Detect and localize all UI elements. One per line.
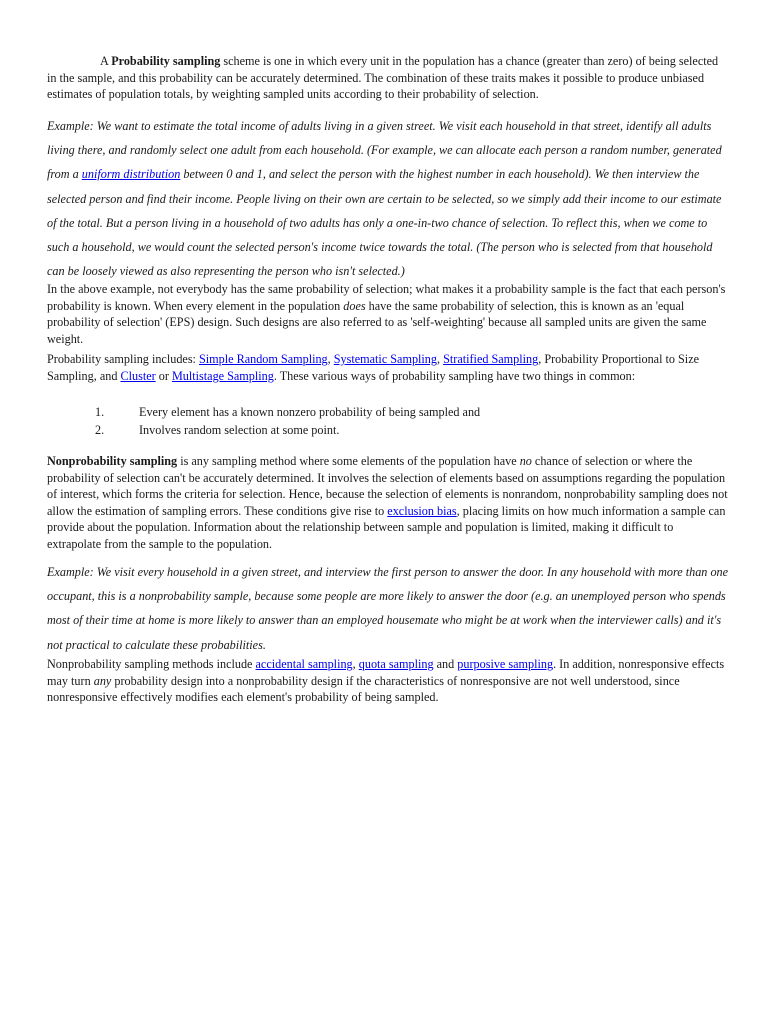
text: In the above example, not everybody has the same probability of selection; what makes it a probability sample is the fact that each person's probability is known. When every element in the population xyxy=(47,282,726,313)
text: Example: We want to estimate the total income of adults living in a given street. We visit each household in that street, identify all adults living there, and randomly select one adult from each household. (For example, we can allocate each person a random number, generated from a xyxy=(47,119,722,182)
text: or xyxy=(155,368,172,383)
term-nonprobability-sampling: Nonprobability sampling xyxy=(47,454,178,468)
text: , Probability Proportional to Size Sampling, and xyxy=(47,352,700,383)
example-paragraph-2 xyxy=(47,560,729,657)
text: . These various ways of probability sampling have two things in common: xyxy=(273,368,636,383)
common-traits-list xyxy=(47,403,729,439)
link-accidental-sampling[interactable]: accidental sampling xyxy=(255,657,353,671)
link-exclusion-bias[interactable]: exclusion bias xyxy=(387,503,457,518)
nonprobability-sampling-paragraph xyxy=(47,453,729,552)
text: , xyxy=(327,352,334,366)
nonprobability-methods-paragraph xyxy=(47,656,729,706)
text: Example: We visit every household in a given street, and interview the first person to answer the door. In any household with more than one occupant, this is a nonprobability sample, because some people are more likely to answer the door (e.g. an unemployed person who spends most of their time at home is more likely to answer than an employed housemate who might be at work when the interviewer calls) and it's not practical to calculate these probabilities. xyxy=(47,565,729,652)
text: scheme is one in which every unit in the population has a chance (greater than zero) of being selected in the sample, and this probability can be accurately determined. The combination of these traits makes it possible to produce unbiased estimates of population totals, by weighting sampled units according to their probability of selection. xyxy=(47,54,719,101)
list-text: Involves random selection at some point. xyxy=(139,423,340,437)
text: Probability sampling includes: xyxy=(47,352,199,366)
text: chance of selection or where the probability of selection can't be accurately determined. It involves the selection of elements based on assumptions regarding the population of interest, which forms the criteria for selection. Hence, because the selection of elements is nonrandom, nonprobability sampling does not allow the estimation of sampling errors. These conditions give rise to xyxy=(47,454,728,518)
link-systematic-sampling[interactable]: Systematic Sampling xyxy=(333,352,437,366)
equal-probability-paragraph xyxy=(47,281,729,347)
term-probability-sampling: Probability sampling xyxy=(111,54,221,68)
link-purposive-sampling[interactable]: purposive sampling xyxy=(457,657,554,671)
text: is any sampling method where some elements of the population have xyxy=(177,454,520,468)
text: Nonprobability sampling methods include xyxy=(47,657,256,671)
text: have the same probability of selection, this is known as an 'equal probability of selection' (EPS) design. Such designs are also referred to as 'self-weighting' because all sampled units are given the same weight. xyxy=(47,298,707,346)
list-item xyxy=(47,421,729,439)
link-simple-random-sampling[interactable]: Simple Random Sampling xyxy=(199,352,328,366)
text: , placing limits on how much information a sample can provide about the population. Information about the relationship between sample and population is limited, making it difficult to extrapolate from the sample to the population. xyxy=(47,503,726,551)
text: and xyxy=(433,657,458,671)
list-item xyxy=(47,403,729,421)
text: , xyxy=(352,657,359,671)
link-quota-sampling[interactable]: quota sampling xyxy=(358,657,434,671)
probability-sampling-paragraph xyxy=(47,53,729,103)
text: A xyxy=(100,54,112,68)
link-uniform-distribution[interactable]: uniform distribution xyxy=(81,167,181,182)
list-text: Every element has a known nonzero probability of being sampled and xyxy=(139,405,481,419)
list-number: 2. xyxy=(95,423,105,437)
sampling-types-paragraph xyxy=(47,351,729,384)
emphasis: no xyxy=(519,454,532,468)
link-cluster[interactable]: Cluster xyxy=(120,368,156,383)
list-number: 1. xyxy=(95,405,105,419)
text: . In addition, nonresponsive effects may turn xyxy=(47,657,725,688)
emphasis: any xyxy=(93,673,112,688)
text: between 0 and 1, and select the person with the highest number in each household). We then interview the selected person and find their income. People living on their own are certain to be selected, so we simply add their income to our estimate of the total. But a person living in a household of two adults has only a one-in-two chance of selection. To reflect this, when we come to such a household, we would count the selected person's income twice towards the total. (The person who is selected from that household can be loosely viewed as also representing the person who isn't selected.) xyxy=(47,167,722,279)
emphasis: does xyxy=(343,298,366,313)
text: probability design into a nonprobability design if the characteristics of nonresponsive are not well understood, since nonresponsive effectively modifies each element's probability of being sampled. xyxy=(47,673,680,704)
link-multistage-sampling[interactable]: Multistage Sampling xyxy=(171,368,274,383)
example-paragraph-1 xyxy=(47,114,729,283)
text: , xyxy=(437,352,444,366)
link-stratified-sampling[interactable]: Stratified Sampling xyxy=(443,352,539,366)
